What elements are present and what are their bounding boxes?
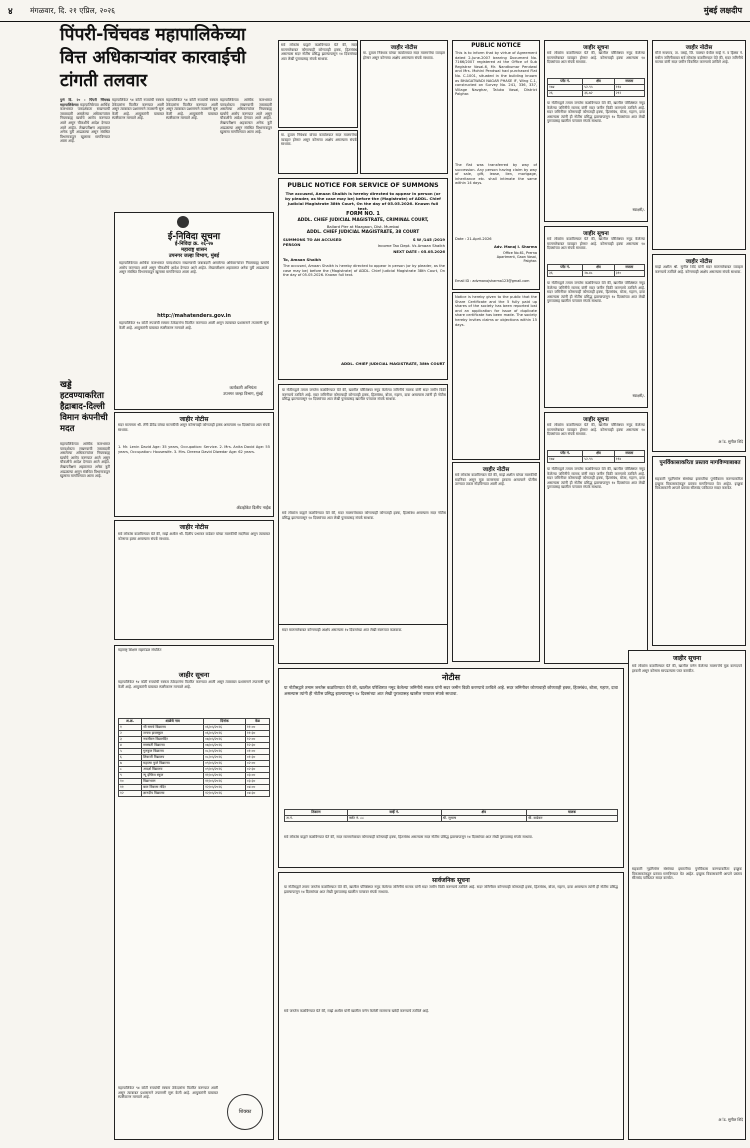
court-summons-notice — [278, 178, 448, 380]
col-header: मजला — [614, 265, 644, 271]
notice-body: सर्व लोकांस कळविण्यात येते की, माझे अशील यांच्या मालकीची सदनिका असून मूळ करारनामा हरवला असल्याने पोलीस ठाण्यात तक्रार नोंदविण्यात आली आहे. — [455, 473, 537, 487]
table-cell: १२:०० — [245, 737, 269, 743]
newspaper-brand: मुंबई लक्षदीप — [703, 6, 742, 15]
table-cell: १७४ — [548, 85, 583, 91]
english-society-notice — [452, 292, 540, 460]
table-cell: ११४ — [614, 85, 644, 91]
table-cell: बाल विकास मंदिर — [142, 785, 204, 791]
summons-court-name: ADDL. CHIEF JUDICIAL MAGISTRATE, CRIMINAL COURT, — [297, 218, 429, 223]
notice-body: माझे अशील श्री. सुनील शिंदे यांनी सदर मालमत्तेबाबत व्यवहार करण्याचे ठरविले आहे. कोणाचाही आक्षेप असल्यास संपर्क साधावा. — [655, 265, 743, 274]
table-cell: सरस्वती विद्यालय — [142, 743, 204, 749]
flat-table — [547, 78, 645, 97]
summons-intro: The accused, Amaan Shaikh is hereby directed to appear in person (or by pleader, as the case may be) before the (Magistrate) of ADDL. Chief Judicial Magistrate 38th Court, On the day of 05.05.2026. Known full text. — [285, 191, 441, 211]
tender-signatory-dept: उपनगर जल्हा विभाग, मुंबई — [223, 391, 263, 396]
summons-to: To, Amaan Shaikh — [283, 257, 322, 262]
far-right-notice-4 — [628, 650, 746, 1140]
col-header: दिनांक — [204, 719, 246, 725]
table-cell: आदर्श विद्यालय — [142, 767, 204, 773]
table-cell: ३६ — [548, 271, 583, 277]
table-cell: श्री. सुभाष — [441, 816, 526, 822]
table-cell: ०७/०५/२०२६ — [204, 737, 246, 743]
table-cell: ५ — [119, 749, 142, 755]
notice-body: या नोटीसद्वारे तमाम जनतेस कळविण्यात येते की, खालील परिशिष्टात नमूद केलेल्या जमिनीचे मालक यांनी सदर जमीन विक्री करण्याचे ठरविले आहे. सदर जमिनीवर कोणाचाही कोणताही हक्क, हितसंबंध, बोजा, गहाण, दावा असल्यास त्यांनी ही नोटीस प्रसिद्ध झाल्यापासून १४ दिवसांच्या आत लेखी पुराव्यासह खालील पत्त्यावर संपर्क साधावा. — [284, 885, 618, 894]
table-cell: २१२ — [614, 91, 644, 97]
summons-court-2: ADDL. CHIEF JUDICIAL MAGISTRATE, 38 COURT — [306, 230, 420, 235]
notice-title: जाहीर नोटीस — [390, 45, 418, 51]
table-cell: ११ — [119, 785, 142, 791]
english-notice-date: Date : 21-April-2026 — [455, 237, 492, 241]
col-header: अ.क्र. — [119, 719, 142, 725]
notice-center-small-1 — [278, 40, 358, 128]
notice-signature: अॅड. सुनील शिंदे — [718, 1117, 743, 1122]
summons-body: The accused, Amaan Shaikh is hereby directed to appear in person (or by pleader, as the case may be) before the (Magistrate) of ADDL. Chief Judicial Magistrate 38th Court, On the day of 05.05.2026. Known full text. — [283, 264, 445, 278]
table-cell: ०६/०५/२०२६ — [204, 725, 246, 731]
news-column-2: महापालिकेत ९४ कोटी रुपयांची रक्कम ठेकेदारांना वितरित करण्यात आली असून त्याबाबत प्रशासनाने तपासणी सुरू केली आहे. आयुक्तांनी याबाबत स्पष्टीकरण मागवले आहे. — [112, 98, 164, 121]
tender-dept: उपनगर जल्हा विभाग, मुंबई — [168, 253, 220, 259]
table-cell: ०४:०० — [245, 785, 269, 791]
col-header: प्लॅट नं. — [548, 265, 583, 271]
table-cell: ०३:३० — [245, 779, 269, 785]
flat-table — [547, 450, 645, 463]
government-emblem — [177, 216, 189, 228]
table-cell: शिवाजी विद्यालय — [142, 755, 204, 761]
summons-case-no: S W /145 /2019 — [412, 237, 445, 242]
table-cell: श्री. वाडेकर — [526, 816, 617, 822]
table-cell: ०४:३० — [245, 791, 269, 797]
school-notice-intro: महाराष्ट्र शिक्षण महामंडळ संचलित — [118, 648, 162, 652]
land-notice-footer: सर्व लोकांस याद्वारे कळविण्यात येते की, सदर मालमत्तेबाबत कोणाचाही कोणताही हक्क, हितसंबंध असल्यास सदर नोटीस प्रसिद्ध झाल्यापासून १४ दिवसांच्या आत लेखी पुराव्यासह संपर्क साधावा. — [284, 835, 533, 839]
table-cell: विद्याभवन — [142, 779, 204, 785]
col-header: प्लॅट नं. — [548, 79, 583, 85]
summons-parties: Income Tax Dept. Vs Amaan Shaikh — [377, 243, 445, 248]
notice-title: जाहीर नोटीस — [179, 524, 209, 531]
notice-body: सर्व लोकांस कळविण्यात येते की, खालील परिशिष्टात नमूद केलेल्या मालमत्तेबाबत व्यवहार होणार आहे. कोणाचाही हक्क असल्यास १४ दिवसांच्या आत संपर्क साधावा. — [547, 423, 645, 437]
table-cell: ३१० — [614, 271, 644, 277]
table-row — [119, 791, 270, 797]
public-notice-bottom — [278, 872, 624, 1140]
table-cell: १२/०५/२०२६ — [204, 785, 246, 791]
table-cell: महात्मा फुले विद्यालय — [142, 761, 204, 767]
public-notice-left-2 — [114, 520, 274, 640]
tender-org: महाराष्ट्र शासन — [181, 247, 207, 253]
stamp-label: शिक्का — [238, 1109, 252, 1115]
right-notice-2 — [544, 226, 648, 408]
notice-body-continued: या नोटीसद्वारे तमाम जनतेस कळविण्यात येते की, खालील परिशिष्टात नमूद केलेल्या जमिनीचे मालक यांनी सदर जमीन विक्री करण्याचे ठरविले आहे. सदर जमिनीवर कोणाचाही कोणताही हक्क, हितसंबंध, बोजा, गहाण, दावा असल्यास त्यांनी ही नोटीस प्रसिद्ध झाल्यापासून १४ दिवसांच्या आत लेखी पुराव्यासह खालील पत्त्यावर संपर्क साधावा. — [547, 467, 645, 490]
news-body-1: महापालिकेच्या आर्थिक कारभारात पारदर्शकता राखण्याची जबाबदारी असलेल्या अधिकाऱ्यांवर नियमबाह्य खर्चाचे आरोप करण्यात आले असून चौकशीचे आदेश देण्यात आले आहेत. लेखापरीक्षण अहवालात अनेक त्रुटी आढळल्या असून संबंधित विभागाकडून खुलासा मागविण्यात आला आहे. — [60, 102, 110, 144]
col-header: क्षेत्र — [583, 79, 614, 85]
col-header: वेळ — [245, 719, 269, 725]
notice-body: सदर मालमत्तेबाबत कोणाचाही आक्षेप असल्यास १४ दिवसांच्या आत लेखी स्वरूपात कळवावा. — [282, 628, 403, 632]
table-cell: न्यू इंग्लिश स्कूल — [142, 773, 204, 779]
table-cell: जनता हायस्कूल — [142, 731, 204, 737]
english-public-notice — [452, 40, 540, 290]
summons-next-date: NEXT DATE : 05.05.2026 — [393, 249, 445, 254]
col-header: सर्व्हे नं. — [347, 810, 441, 816]
table-cell: १० — [119, 779, 142, 785]
col-header: मजला — [614, 79, 644, 85]
notice-body-continued: सहकारी गृहनिर्माण संस्थेच्या इमारतीचा पुनर्विकास करण्याकरिता इच्छुक विकासकांकडून प्रस्ताव मागविण्यात येत आहेत. इच्छुक विकासकांनी आपले प्रस्ताव सीलबंद पाकिटात सादर करावेत. — [632, 867, 742, 881]
notice-body-continued: या नोटीसद्वारे तमाम जनतेस कळविण्यात येते की, खालील परिशिष्टात नमूद केलेल्या जमिनीचे मालक यांनी सदर जमीन विक्री करण्याचे ठरविले आहे. सदर जमिनीवर कोणाचाही कोणताही हक्क, हितसंबंध, बोजा, गहाण, दावा असल्यास त्यांनी ही नोटीस प्रसिद्ध झाल्यापासून १४ दिवसांच्या आत लेखी पुराव्यासह खालील पत्त्यावर संपर्क साधावा. — [547, 101, 645, 124]
table-cell: २६ — [548, 91, 583, 97]
table-header-row — [548, 451, 645, 457]
flat-table — [547, 264, 645, 277]
table-cell: ०१:०० — [245, 749, 269, 755]
school-notice-title: जाहीर सूचना — [178, 671, 210, 679]
table-cell: १ — [119, 725, 142, 731]
notice-body: मा. दुय्यम निबंधक यांच्या कार्यालयात सदर मालमत्तेचा व्यवहार होणार असून कोणाचा आक्षेप असल्यास संपर्क साधावा. — [363, 51, 445, 60]
notice-title: जाहीर सूचना — [583, 45, 609, 51]
notice-body: मौजे नायगाव, ता. वसई, जि. पालघर येथील सर्व्हे नं. व हिस्सा नं. मधील जमिनीबाबत सर्व लोकांस कळविण्यात येते की, सदर जमिनीचे मालक यांनी सदर जमीन विकसित करण्याचे ठरविले आहे. — [655, 51, 743, 65]
table-cell: २ — [119, 731, 142, 737]
summons-signatory: ADDL. CHIEF JUDICIAL MAGISTRATE, 38th COURT — [341, 361, 445, 366]
news-column-4: महापालिकेच्या आर्थिक कारभारात पारदर्शकता राखण्याची जबाबदारी असलेल्या अधिकाऱ्यांवर नियमबाह्य खर्चाचे आरोप करण्यात आले असून चौकशीचे आदेश देण्यात आले आहेत. लेखापरीक्षण अहवालात अनेक त्रुटी आढळल्या असून संबंधित विभागाकडून खुलासा मागविण्यात आला आहे. — [220, 98, 272, 135]
col-header: क्षेत्र — [583, 265, 614, 271]
table-cell: २७.४८ — [583, 271, 614, 277]
notice-center-mid — [278, 384, 448, 664]
notice-signature: स्वाक्षरी/- — [632, 393, 645, 398]
school-schedule-table — [118, 718, 270, 797]
right-notice-3 — [544, 412, 648, 664]
notice-names: 1. Mr. Lenin David Age: 35 years, Occupation: Service. 2. Mrs. Anita David Age: 55 years, Occupation: Housewife. 3. Mrs. Dreena David Diwedar Age: 62 years. — [118, 445, 270, 454]
col-header: क्षेत्र — [583, 451, 614, 457]
table-cell: १२:३० — [245, 743, 269, 749]
table-cell: श्री समर्थ विद्यालय — [142, 725, 204, 731]
notice-title: जाहीर नोटीस — [482, 467, 510, 473]
notice-title: सार्वजनिक सूचना — [432, 877, 470, 884]
notice-title: जाहीर नोटीस — [179, 416, 209, 423]
notice-center-right-2 — [278, 624, 448, 664]
table-cell: गुरुकुल विद्यालय — [142, 749, 204, 755]
table-cell: ११/०५/२०२६ — [204, 773, 246, 779]
news-column-1-continued: महापालिकेच्या आर्थिक कारभारात पारदर्शकता राखण्याची जबाबदारी असलेल्या अधिकाऱ्यांवर नियमबाह्य खर्चाचे आरोप करण्यात आले असून चौकशीचे आदेश देण्यात आले आहेत. लेखापरीक्षण अहवालात अनेक त्रुटी आढळल्या असून संबंधित विभागाकडून खुलासा मागविण्यात आला आहे. — [60, 442, 110, 479]
notice-title: जाहीर सूचना — [583, 417, 609, 423]
tender-title: ई-निविदा सूचना — [167, 232, 221, 242]
notice-body: सर्व लोकांस कळविण्यात येते की, माझे अशील श्री. दिलीप प्रभाकर वाडेकर यांच्या मालकीची सदनिका असून त्याबाबत कोणाचा हक्क असल्यास संपर्क साधावा. — [118, 532, 270, 541]
public-notice-left-1 — [114, 412, 274, 517]
english-notice-email[interactable]: Email ID : advmanojsharma123@gmail.com — [455, 279, 530, 283]
tender-url[interactable]: http://mahatenders.gov.in — [157, 313, 231, 319]
table-cell: ०७/०५/२०२६ — [204, 743, 246, 749]
table-cell: ५२.९५ — [583, 85, 614, 91]
table-cell: ४ — [119, 743, 142, 749]
table-row — [548, 271, 645, 277]
table-cell: फ्लॅट नं. ८८ — [347, 816, 441, 822]
sub-headline: खड्डे हटवण्याकरिता हैद्राबाद-दिल्ली विमान कंपनीची मदत — [60, 380, 108, 434]
english-notice-title: PUBLIC NOTICE — [471, 43, 521, 49]
society-notice-body: Notice is hereby given to the public that the Share Certificate and the 5 fully paid up shares of the society has been reported lost and an application for issue of duplicate share certificate has been made. The society hereby invites claims or objections within 15 days. — [455, 295, 537, 327]
tender-sign — [215, 385, 271, 397]
table-cell: ६ — [119, 755, 142, 761]
table-cell: ११:३० — [245, 731, 269, 737]
english-notice-sign-name: Adv. Manoj I. Sharma — [494, 245, 537, 249]
notice-signature: स्वाक्षरी/- — [632, 207, 645, 212]
notice-signature: ॲडव्होकेट दिलीप नाईक — [236, 505, 271, 510]
tender-body: महापालिकेच्या आर्थिक कारभारात पारदर्शकता राखण्याची जबाबदारी असलेल्या अधिकाऱ्यांवर नियमबाह्य खर्चाचे आरोप करण्यात आले असून चौकशीचे आदेश देण्यात आले आहेत. लेखापरीक्षण अहवालात अनेक त्रुटी आढळल्या असून संबंधित विभागाकडून खुलासा मागविण्यात आला आहे. — [119, 261, 269, 275]
table-cell: ३६.७२ — [583, 91, 614, 97]
far-right-notice-2 — [652, 254, 746, 452]
notice-body-continued: या नोटीसद्वारे तमाम जनतेस कळविण्यात येते की, खालील परिशिष्टात नमूद केलेल्या जमिनीचे मालक यांनी सदर जमीन विक्री करण्याचे ठरविले आहे. सदर जमिनीवर कोणाचाही कोणताही हक्क, हितसंबंध, बोजा, गहाण, दावा असल्यास त्यांनी ही नोटीस प्रसिद्ध झाल्यापासून १४ दिवसांच्या आत लेखी पुराव्यासह खालील पत्त्यावर संपर्क साधावा. — [547, 281, 645, 304]
table-row — [548, 91, 645, 97]
table-cell: ९ — [119, 773, 142, 779]
notice-center-right-1 — [452, 462, 540, 662]
land-schedule-table — [284, 809, 618, 822]
main-headline: पिंपरी-चिंचवड महापालिकेच्या वित्त अधिकाऱ्यांवर कारवाईची टांगती तलवार — [60, 25, 246, 91]
school-notice-footer: महापालिकेत ९४ कोटी रुपयांची रक्कम ठेकेदारांना वितरित करण्यात आली असून त्याबाबत प्रशासनाने तपासणी सुरू केली आहे. आयुक्तांनी याबाबत स्पष्टीकरण मागवले आहे. — [118, 1086, 218, 1100]
table-cell: ०२:३० — [245, 767, 269, 773]
table-cell: ०८/०५/२०२६ — [204, 749, 246, 755]
table-row — [285, 816, 618, 822]
school-notice-body: महापालिकेत ९४ कोटी रुपयांची रक्कम ठेकेदारांना वितरित करण्यात आली असून त्याबाबत प्रशासनाने तपासणी सुरू केली आहे. आयुक्तांनी याबाबत स्पष्टीकरण मागवले आहे. — [118, 680, 270, 689]
redevelopment-proposal-notice — [652, 456, 746, 646]
notice-center-small-2 — [278, 130, 358, 174]
notice-body: सदर मालमत्ता श्री. लॅनी डेविड यांच्या मालकीची असून कोणाचाही कोणताही हक्क असल्यास १४ दिवसांच्या आत संपर्क साधावा. — [118, 423, 270, 432]
notice-body: सहकारी गृहनिर्माण संस्थेच्या इमारतीचा पुनर्विकास करण्याकरिता इच्छुक विकासकांकडून प्रस्ताव मागविण्यात येत आहेत. इच्छुक विकासकांनी आपले प्रस्ताव सीलबंद पाकिटात सादर करावेत. — [655, 477, 743, 491]
col-header: प्लॅट नं. — [548, 451, 583, 457]
notice-title: जाहीर सूचना — [583, 231, 609, 237]
table-cell: ०९/०५/२०२६ — [204, 767, 246, 773]
table-cell: ०९/०५/२०२६ — [204, 761, 246, 767]
notice-signature: अॅड. सुनील शिंदे — [718, 439, 743, 444]
col-header: मालक — [526, 810, 617, 816]
notice-body: या नोटीसद्वारे तमाम जनतेस कळविण्यात येते की, खालील परिशिष्टात नमूद केलेल्या जमिनीचे मालक यांनी सदर जमीन विक्री करण्याचे ठरविले आहे. सदर जमिनीवर कोणाचाही कोणताही हक्क, हितसंबंध, बोजा, गहाण, दावा असल्यास त्यांनी ही नोटीस प्रसिद्ध झाल्यापासून १४ दिवसांच्या आत लेखी पुराव्यासह खालील पत्त्यावर संपर्क साधावा. — [282, 388, 446, 402]
table-header-row — [548, 79, 645, 85]
office-stamp — [227, 1094, 263, 1130]
notice-body: सर्व लोकांस कळविण्यात येते की, खालील परिशिष्टात नमूद केलेल्या मालमत्तेबाबत व्यवहार होणार आहे. कोणाचाही हक्क असल्यास १४ दिवसांच्या आत संपर्क साधावा. — [547, 51, 645, 65]
news-column-3: महापालिकेत ९४ कोटी रुपयांची रक्कम ठेकेदारांना वितरित करण्यात आली असून त्याबाबत प्रशासनाने तपासणी सुरू केली आहे. आयुक्तांनी याबाबत स्पष्टीकरण मागवले आहे. — [166, 98, 218, 121]
notice-title: जाहीर नोटीस — [685, 45, 713, 51]
table-cell: ११:०० — [245, 725, 269, 731]
notice-center-top — [360, 40, 448, 174]
english-notice-sign-addr: Office No.61, Prerna Apartment, Gaon Vasai, Palghar. — [496, 251, 537, 263]
issue-date: मंगळवार, दि. २१ एप्रिल, २०२६ — [30, 6, 116, 15]
notice-body: सर्व लोकांस कळविण्यात येते की, खालील परिशिष्टात नमूद केलेल्या मालमत्तेबाबत व्यवहार होणार आहे. कोणाचाही हक्क असल्यास १४ दिवसांच्या आत संपर्क साधावा. — [547, 237, 645, 251]
page-number: ४ — [8, 7, 13, 17]
notice-title: जाहीर नोटीस — [685, 259, 713, 265]
table-cell: ०८/०५/२०२६ — [204, 755, 246, 761]
table-cell: ५२.९५ — [583, 457, 614, 463]
school-public-notice — [114, 645, 274, 1140]
table-cell: १७४ — [548, 457, 583, 463]
table-cell: ०६/०५/२०२६ — [204, 731, 246, 737]
summons-case-label: SUMMONS TO AN ACCUSED PERSON — [283, 237, 342, 247]
table-header-row — [548, 265, 645, 271]
table-cell: ज्ञानदीप विद्यालय — [142, 791, 204, 797]
table-cell: १२ — [119, 791, 142, 797]
notice-body: मा. दुय्यम निबंधक यांच्या कार्यालयात सदर मालमत्तेचा व्यवहार होणार असून कोणाचा आक्षेप असल्यास संपर्क साधावा. — [281, 133, 357, 147]
table-row — [548, 457, 645, 463]
col-header: शाळेचे नाव — [142, 719, 204, 725]
masthead-bar — [0, 0, 750, 22]
summons-form-no: FORM NO. 1 — [346, 211, 380, 217]
table-cell: अ.नं. — [285, 816, 348, 822]
right-notice-1 — [544, 40, 648, 222]
notice-body: सर्व लोकांस याद्वारे कळविण्यात येते की, सदर मालमत्तेबाबत कोणाचाही कोणताही हक्क, हितसंबंध असल्यास सदर नोटीस प्रसिद्ध झाल्यापासून १४ दिवसांच्या आत लेखी पुराव्यासह संपर्क साधावा. — [281, 43, 357, 61]
english-notice-body-2: The flat was transferred by way of succession. Any person having claim by way of sale, gift, lease, lien, mortgage, inheritance etc. shall intimate the same within 14 days. — [455, 163, 537, 186]
table-cell: ७ — [119, 761, 142, 767]
english-notice-body: This is to inform that by virtue of Agreement dated 2-June-2007 bearing Document No. 7166/2007 registered at the Office of Sub Registrar Vasai-6, Mr. Nandkumar Pendwal and Mrs. Mohini Pendwal had purchased Flat No. C-1001, situated in the building known as BHAGATWADI NAGAR PHASE IF, Wing C-1, constructed on Survey No. 241, 336, 337, Village Navghar, Taluka Vasai, District Palghar. — [455, 51, 537, 97]
col-header: क्षेत्र — [441, 810, 526, 816]
land-notice-title: नोटीस — [441, 673, 461, 682]
table-cell: ११४ — [614, 457, 644, 463]
e-tender-notice — [114, 212, 274, 410]
notice-title: पुनर्विकासाकरिता प्रस्ताव मागविण्याबाबत — [659, 460, 741, 466]
summons-court-address: Ballard Pier at Mazgaon, Dist. Mumbai — [326, 224, 400, 229]
table-cell: ३ — [119, 737, 142, 743]
table-cell: ०१:३० — [245, 755, 269, 761]
tender-instructions: महापालिकेत ९४ कोटी रुपयांची रक्कम ठेकेदारांना वितरित करण्यात आली असून त्याबाबत प्रशासनाने तपासणी सुरू केली आहे. आयुक्तांनी याबाबत स्पष्टीकरण मागवले आहे. — [119, 321, 269, 330]
land-notice-body: या नोटीसद्वारे तमाम जनतेस कळविण्यात येते की, खालील परिशिष्टात नमूद केलेल्या जमिनीचे मालक यांनी सदर जमीन विक्री करण्याचे ठरविले आहे. सदर जमिनीवर कोणाचाही कोणताही हक्क, हितसंबंध, बोजा, गहाण, दावा असल्यास त्यांनी ही नोटीस प्रसिद्ध झाल्यापासून १४ दिवसांच्या आत लेखी पुराव्यासह खालील पत्त्यावर संपर्क साधावा. — [284, 685, 618, 696]
table-cell: ११/०५/२०२६ — [204, 779, 246, 785]
land-sale-notice — [278, 668, 624, 868]
notice-body-continued: सर्व जनतेस कळविण्यात येते की, माझे अशील यांनी खालील वर्णन केलेली मालमत्ता खरेदी करण्याचे ठरविले आहे. — [284, 1009, 430, 1013]
far-right-notice-1 — [652, 40, 746, 250]
table-cell: ०२:०० — [245, 761, 269, 767]
col-header: ठिकाण — [285, 810, 348, 816]
notice-title: जाहीर सूचना — [672, 655, 702, 662]
news-dateline: पुणे दि. २० : पिंपरी चिंचवड महापालिकेच्या — [60, 98, 110, 107]
table-cell: १२/०५/२०२६ — [204, 791, 246, 797]
col-header: मजला — [614, 451, 644, 457]
summons-title: PUBLIC NOTICE FOR SERVICE OF SUMMONS — [287, 182, 439, 189]
table-cell: ०३:०० — [245, 773, 269, 779]
tender-signatory: कार्यकारी अभियंता — [229, 385, 257, 390]
table-cell: नवजीवन विद्यामंदिर — [142, 737, 204, 743]
notice-body-continued: सर्व लोकांस याद्वारे कळविण्यात येते की, सदर मालमत्तेबाबत कोणाचाही कोणताही हक्क, हितसंबंध असल्यास सदर नोटीस प्रसिद्ध झाल्यापासून १४ दिवसांच्या आत लेखी पुराव्यासह संपर्क साधावा. — [282, 511, 446, 520]
table-cell: ८ — [119, 767, 142, 773]
notice-body: सर्व लोकांस कळविण्यात येते की, खालील वर्णन केलेल्या मालमत्तेचे मूळ कागदपत्रे हरवली असून कोणास सापडल्यास परत करावीत. — [632, 664, 742, 673]
tender-ref: ई-निविदा क्र. २६-२७ — [174, 241, 214, 247]
